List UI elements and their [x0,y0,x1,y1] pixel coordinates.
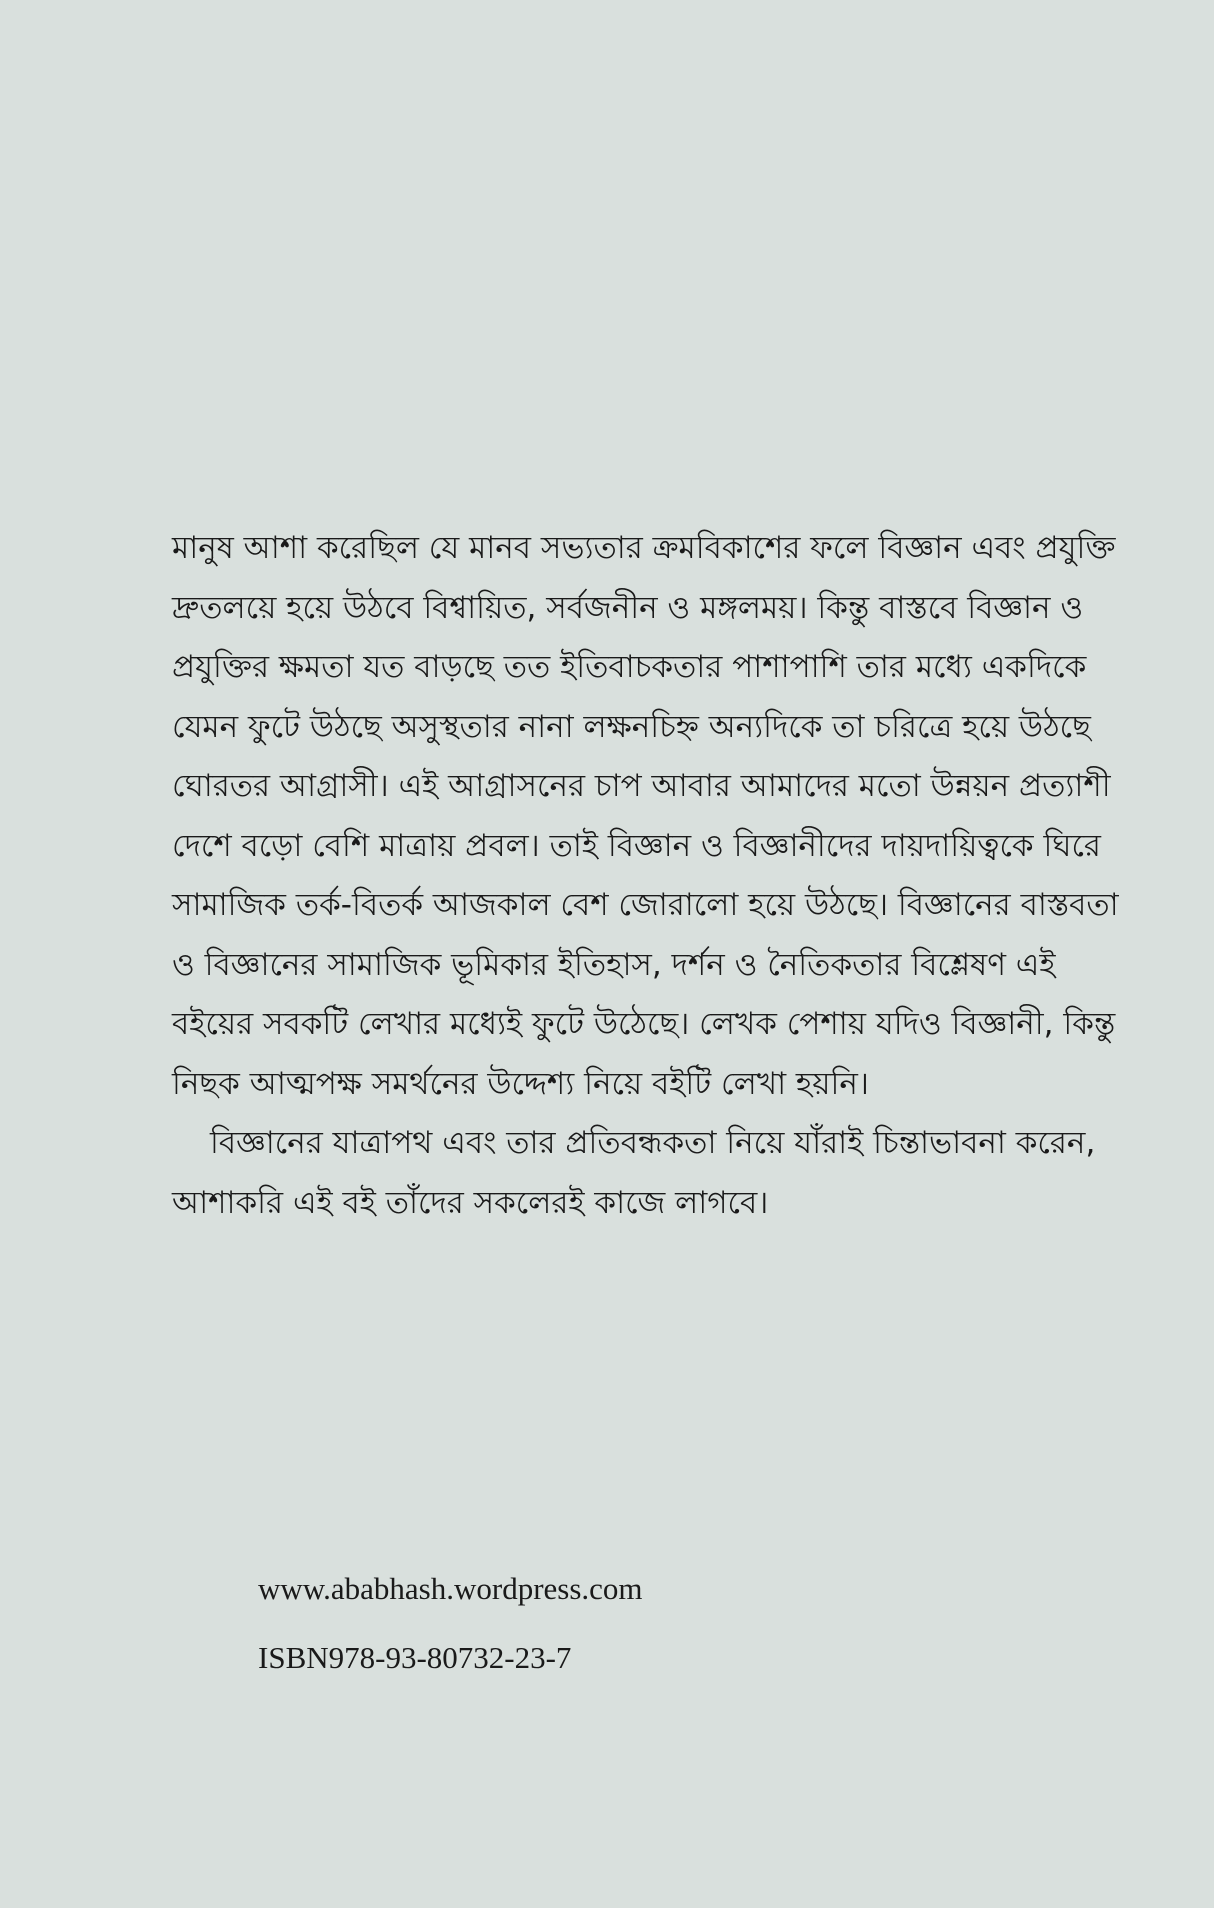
blurb-line: ঘোরতর আগ্রাসী। এই আগ্রাসনের চাপ আবার আমাদের মতো উন্নয়ন প্রত্যাশী [172,768,1111,804]
blurb-text [172,519,1119,1233]
blurb-line: বিজ্ঞানের যাত্রাপথ এবং তার প্রতিবন্ধকতা নিয়ে যাঁরাই চিন্তাভাবনা করেন, [210,1125,1096,1161]
isbn-number: ISBN978-93-80732-23-7 [258,1640,572,1675]
blurb-line: আশাকরি এই বই তাঁদের সকলেরই কাজে লাগবে। [172,1184,769,1221]
blurb-line: দেশে বড়ো বেশি মাত্রায় প্রবল। তাই বিজ্ঞান ও বিজ্ঞানীদের দায়দায়িত্বকে ঘিরে [172,827,1101,864]
publisher-website: www.ababhash.wordpress.com [258,1571,643,1606]
blurb-line: দ্রুতলয়ে হয়ে উঠবে বিশ্বায়িত, সর্বজনীন ও মঙ্গলময়। কিন্তু বাস্তবে বিজ্ঞান ও [172,589,1084,626]
blurb-line: প্রযুক্তির ক্ষমতা যত বাড়ছে তত ইতিবাচকতার পাশাপাশি তার মধ্যে একদিকে [172,649,1087,685]
blurb-line: নিছক আত্মপক্ষ সমর্থনের উদ্দেশ্য নিয়ে বইটি লেখা হয়নি। [172,1065,869,1102]
blurb-line: বইয়ের সবকটি লেখার মধ্যেই ফুটে উঠেছে। লেখক পেশায় যদিও বিজ্ঞানী, কিন্তু [172,1006,1116,1042]
blurb-line: মানুষ আশা করেছিল যে মানব সভ্যতার ক্রমবিকাশের ফলে বিজ্ঞান এবং প্রযুক্তি [172,530,1116,566]
blurb-line: সামাজিক তর্ক-বিতর্ক আজকাল বেশ জোরালো হয়ে উঠছে। বিজ্ঞানের বাস্তবতা [172,887,1119,923]
blurb-line: ও বিজ্ঞানের সামাজিক ভূমিকার ইতিহাস, দর্শন ও নৈতিকতার বিশ্লেষণ এই [172,946,1056,983]
blurb-line: যেমন ফুটে উঠছে অসুস্থতার নানা লক্ষনচিহ্ন অন্যদিকে তা চরিত্রে হয়ে উঠছে [172,708,1091,745]
